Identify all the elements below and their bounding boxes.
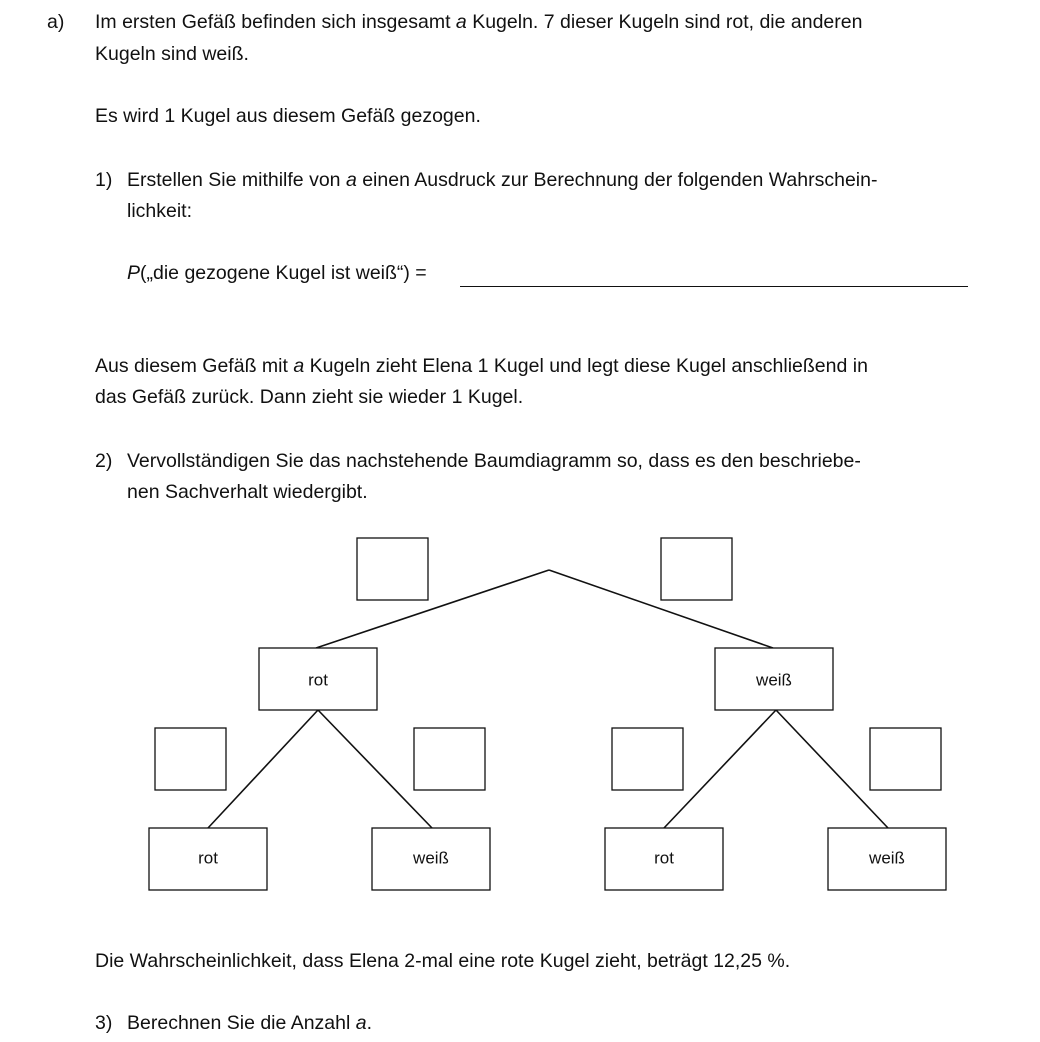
outcome-label-level2-weiss-2: weiß xyxy=(869,848,905,868)
task-1-text-post: einen Ausdruck zur Berechnung der folgenden Wahrschein- xyxy=(356,169,878,191)
variable-a: a xyxy=(455,11,467,33)
variable-a: a xyxy=(345,169,357,191)
elena-line-2: das Gefäß zurück. Dann zieht sie wieder 1 Kugel. xyxy=(95,386,524,408)
task-3-number: 3) xyxy=(95,1012,113,1034)
variable-a: a xyxy=(355,1012,367,1034)
probability-statement: Die Wahrscheinlichkeit, dass Elena 2-mal eine rote Kugel zieht, beträgt 12,25 %. xyxy=(95,950,791,972)
task-3-text xyxy=(127,1008,372,1038)
outcome-label-level2-rot-2: rot xyxy=(654,848,674,868)
draw-statement: Es wird 1 Kugel aus diesem Gefäß gezogen. xyxy=(95,105,481,127)
task-3-text-post: . xyxy=(366,1012,373,1034)
intro-text-pre: Im ersten Gefäß befinden sich insgesamt xyxy=(95,11,456,33)
probability-box-weiss-rot[interactable] xyxy=(612,728,683,790)
formula-rest: („die gezogene Kugel ist weiß“) = xyxy=(140,262,427,284)
probability-box-weiss-weiss[interactable] xyxy=(870,728,941,790)
task-1-text-pre: Erstellen Sie mithilfe von xyxy=(127,169,346,191)
outcome-label-level1-rot: rot xyxy=(308,670,328,690)
probability-box-rot-weiss[interactable] xyxy=(414,728,485,790)
probability-box-rot-rot[interactable] xyxy=(155,728,226,790)
formula-p: P xyxy=(127,262,141,284)
task-2-line-2: nen Sachverhalt wiedergibt. xyxy=(127,481,368,503)
task-1-number: 1) xyxy=(95,169,113,191)
elena-text-pre: Aus diesem Gefäß mit xyxy=(95,355,294,377)
intro-line-2: Kugeln sind weiß. xyxy=(95,43,249,65)
elena-text-post: Kugeln zieht Elena 1 Kugel und legt diese Kugel anschließend in xyxy=(304,355,868,377)
variable-a: a xyxy=(293,355,305,377)
probability-box-root-rot[interactable] xyxy=(357,538,428,600)
outcome-label-level2-rot-1: rot xyxy=(198,848,218,868)
outcome-label-level2-weiss-1: weiß xyxy=(413,848,449,868)
task-2-line-1: Vervollständigen Sie das nachstehende Baumdiagramm so, dass es den beschriebe- xyxy=(127,450,861,472)
branch-root-rot xyxy=(316,570,549,648)
task-1-line-2: lichkeit: xyxy=(127,200,193,222)
part-label: a) xyxy=(47,11,65,33)
intro-text-post: Kugeln. 7 dieser Kugeln sind rot, die anderen xyxy=(466,11,863,33)
probability-box-root-weiss[interactable] xyxy=(661,538,732,600)
task-3-text-pre: Berechnen Sie die Anzahl xyxy=(127,1012,356,1034)
task-2-number: 2) xyxy=(95,450,113,472)
outcome-label-level1-weiss: weiß xyxy=(756,670,792,690)
